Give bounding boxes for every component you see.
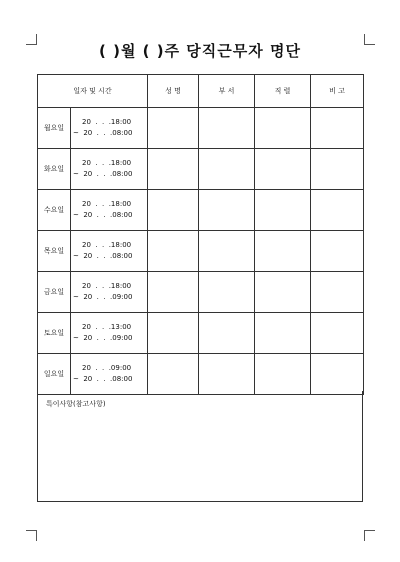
header-date-time: 일자 및 시간: [38, 75, 148, 108]
department-cell[interactable]: [199, 149, 255, 190]
name-cell[interactable]: [148, 272, 199, 313]
department-cell[interactable]: [199, 272, 255, 313]
day-label: 월요일: [38, 108, 71, 149]
duty-start: 20 . . .18:00: [82, 241, 132, 249]
position-cell[interactable]: [255, 149, 311, 190]
duty-start: 20 . . .18:00: [82, 118, 132, 126]
duty-start: 20 . . .09:00: [82, 364, 132, 372]
duty-end: ~ 20 . . .08:00: [73, 375, 133, 383]
day-label: 목요일: [38, 231, 71, 272]
duty-end: ~ 20 . . .08:00: [73, 211, 133, 219]
duty-time-range: [71, 354, 148, 395]
department-cell[interactable]: [199, 108, 255, 149]
position-cell[interactable]: [255, 313, 311, 354]
duty-end: ~ 20 . . .08:00: [73, 252, 133, 260]
header-position: 직 렬: [255, 75, 311, 108]
table-row: [38, 108, 364, 149]
table-row: [38, 313, 364, 354]
header-name: 성 명: [148, 75, 199, 108]
duty-time-range: [71, 190, 148, 231]
crop-mark-bottom-right: [364, 530, 375, 541]
remarks-cell[interactable]: [311, 190, 364, 231]
remarks-cell[interactable]: [311, 149, 364, 190]
name-cell[interactable]: [148, 108, 199, 149]
duty-time-range: [71, 108, 148, 149]
table-row: [38, 354, 364, 395]
day-label: 화요일: [38, 149, 71, 190]
department-cell[interactable]: [199, 354, 255, 395]
crop-mark-bottom-left: [26, 530, 37, 541]
remarks-cell[interactable]: [311, 354, 364, 395]
duty-end: ~ 20 . . .08:00: [73, 170, 133, 178]
day-label: 토요일: [38, 313, 71, 354]
table-row: [38, 272, 364, 313]
day-label: 금요일: [38, 272, 71, 313]
remarks-cell[interactable]: [311, 231, 364, 272]
remarks-cell[interactable]: [311, 108, 364, 149]
table-row: [38, 231, 364, 272]
duty-start: 20 . . .18:00: [82, 159, 132, 167]
duty-time-range: [71, 231, 148, 272]
header-remarks: 비 고: [311, 75, 364, 108]
position-cell[interactable]: [255, 272, 311, 313]
department-cell[interactable]: [199, 313, 255, 354]
special-notes-box[interactable]: [37, 391, 363, 502]
header-department: 부 서: [199, 75, 255, 108]
duty-end: ~ 20 . . .09:00: [73, 334, 133, 342]
position-cell[interactable]: [255, 190, 311, 231]
duty-time-range: [71, 149, 148, 190]
duty-start: 20 . . .13:00: [82, 323, 132, 331]
day-label: 수요일: [38, 190, 71, 231]
name-cell[interactable]: [148, 354, 199, 395]
duty-roster-table: [37, 74, 364, 395]
document-title: ( )월 ( )주 당직근무자 명단: [99, 42, 301, 60]
name-cell[interactable]: [148, 190, 199, 231]
position-cell[interactable]: [255, 231, 311, 272]
table-row: [38, 149, 364, 190]
day-label: 일요일: [38, 354, 71, 395]
duty-time-range: [71, 272, 148, 313]
duty-start: 20 . . .18:00: [82, 200, 132, 208]
remarks-cell[interactable]: [311, 313, 364, 354]
special-notes-label: 특이사항(참고사항): [46, 400, 106, 408]
duty-end: ~ 20 . . .09:00: [73, 293, 133, 301]
duty-end: ~ 20 . . .08:00: [73, 129, 133, 137]
name-cell[interactable]: [148, 149, 199, 190]
duty-time-range: [71, 313, 148, 354]
remarks-cell[interactable]: [311, 272, 364, 313]
department-cell[interactable]: [199, 231, 255, 272]
position-cell[interactable]: [255, 354, 311, 395]
header-row: [38, 75, 364, 108]
table-row: [38, 190, 364, 231]
name-cell[interactable]: [148, 231, 199, 272]
department-cell[interactable]: [199, 190, 255, 231]
position-cell[interactable]: [255, 108, 311, 149]
duty-start: 20 . . .18:00: [82, 282, 132, 290]
name-cell[interactable]: [148, 313, 199, 354]
